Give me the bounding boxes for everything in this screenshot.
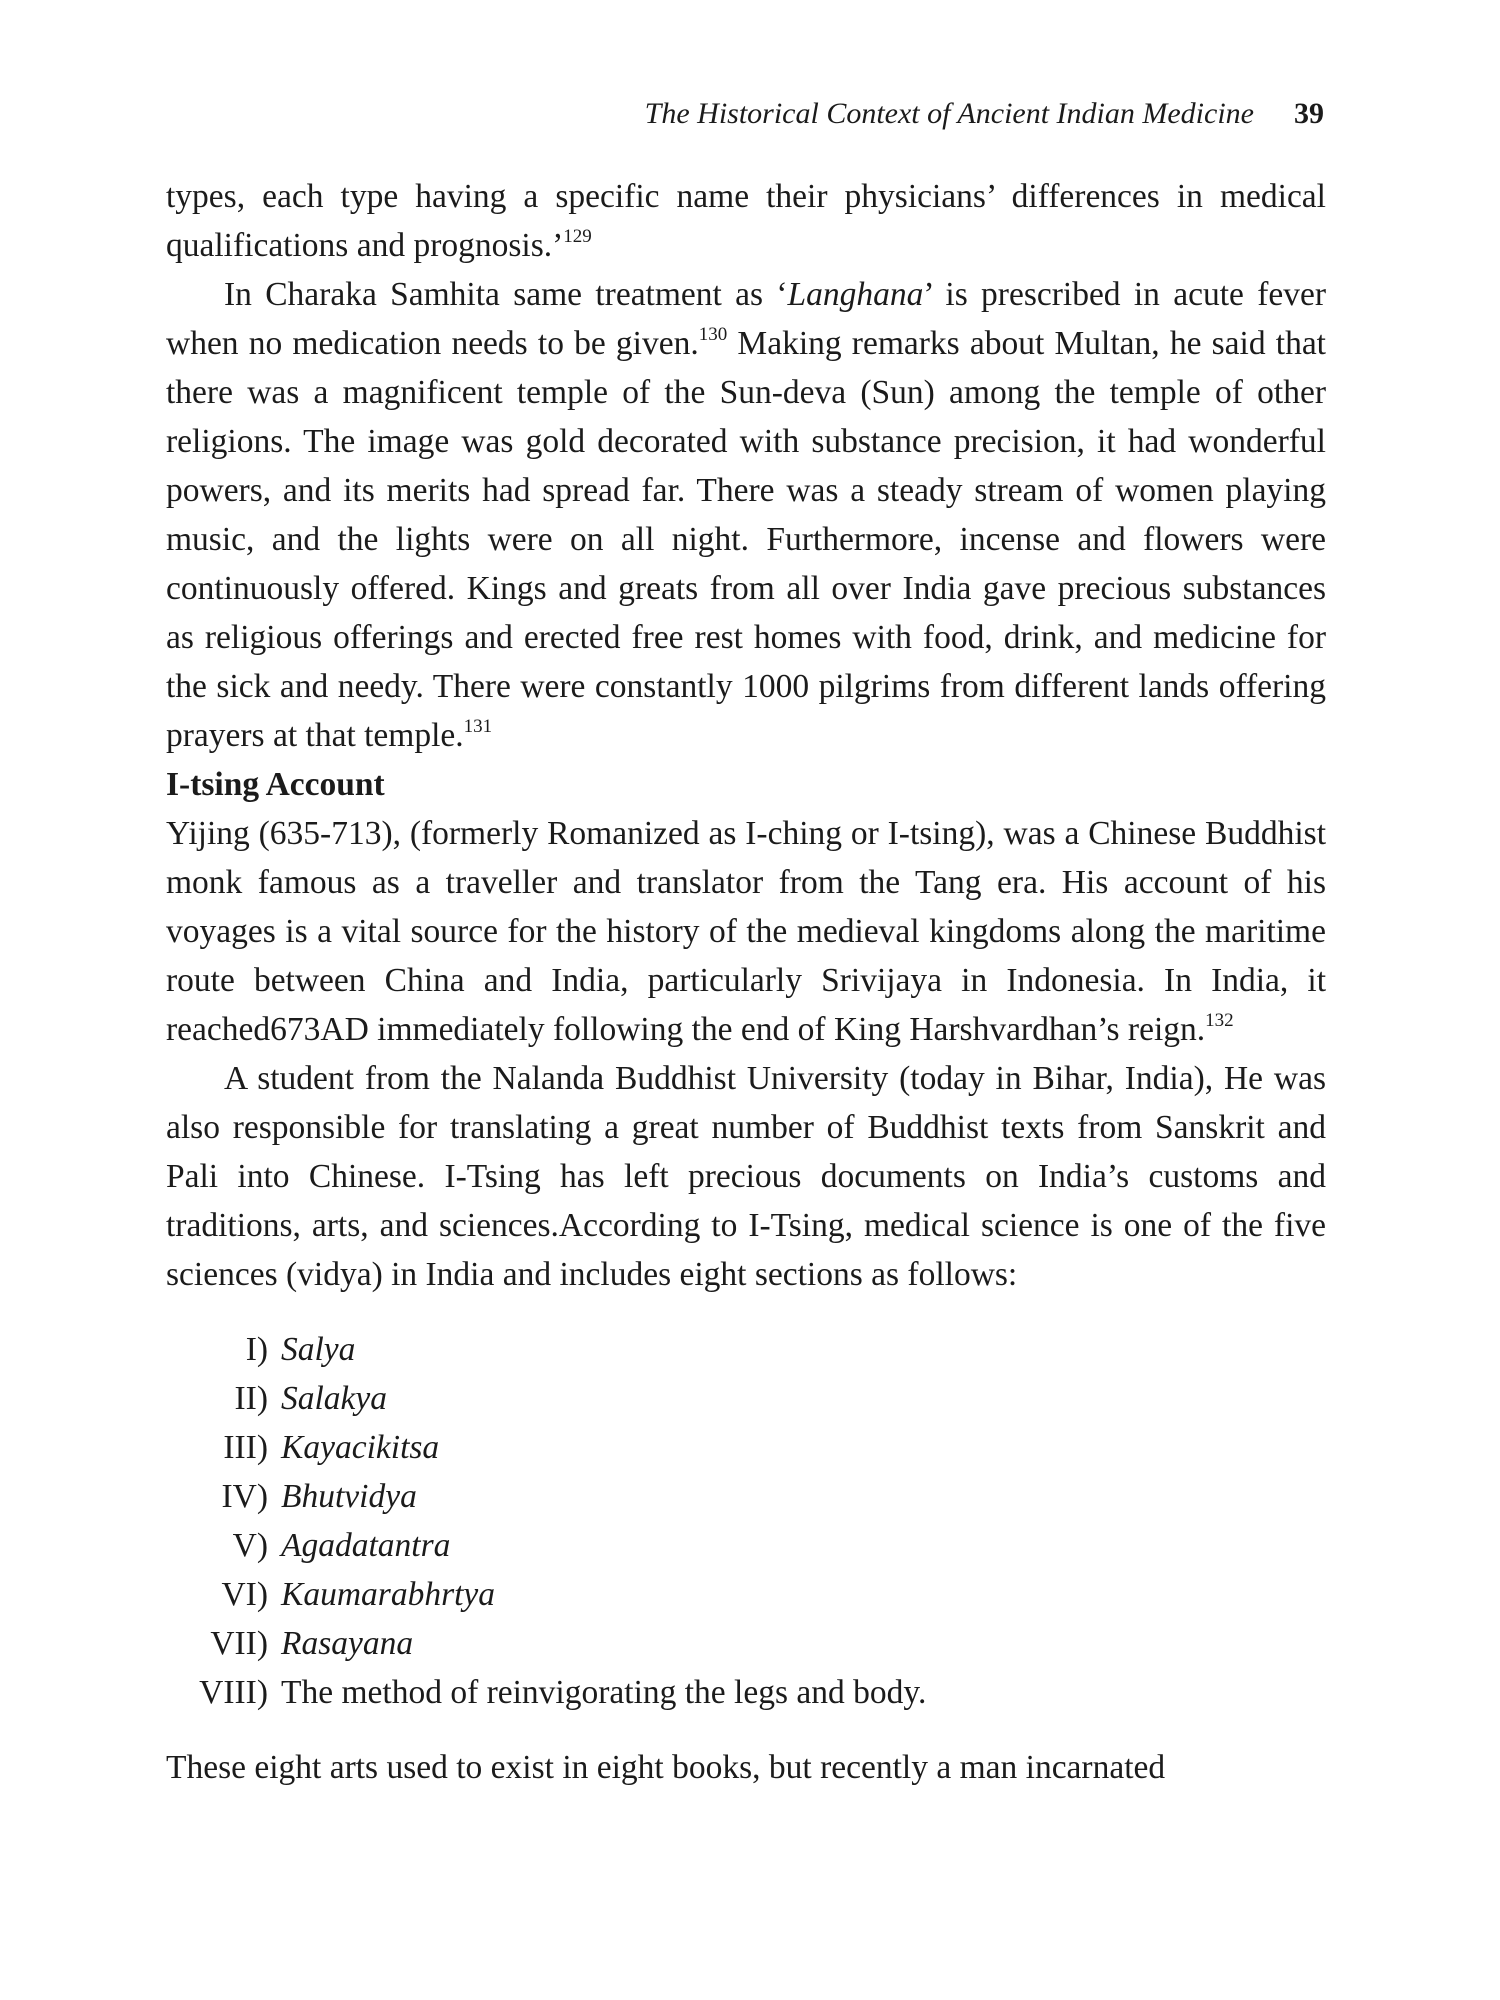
list-number: IV) — [221, 1478, 268, 1515]
list-number: I) — [245, 1331, 268, 1368]
list-item — [166, 1521, 1326, 1570]
list-number: III) — [223, 1429, 268, 1466]
section-heading: I-tsing Account — [166, 766, 385, 803]
footnote-ref: 131 — [463, 716, 493, 737]
paragraph — [166, 172, 1326, 270]
paragraph-text: In Charaka Samhita same treatment as ‘ — [224, 276, 788, 313]
list-item — [166, 1423, 1326, 1472]
list-number: VII) — [210, 1625, 268, 1662]
list-item — [166, 1472, 1326, 1521]
list-text: Kayacikitsa — [281, 1429, 440, 1466]
list-item — [166, 1668, 1326, 1717]
list-text: Kaumarabhrtya — [281, 1576, 496, 1613]
list-item — [166, 1570, 1326, 1619]
list-item — [166, 1325, 1326, 1374]
paragraph-text: Making remarks about Multan, he said that there was a magnificent temple of the Sun-deva (Sun) among the temple of other religions. The image was gold decorated with substance precision, it had wonderful powers, and its merits had spread far. There was a steady stream of women playing music, and the lights were on all night. Furthermore, incense and flowers were continuously offered. Kings and greats from all over India gave precious substances as religious offerings and erected free rest homes with food, drink, and medicine for the sick and needy. There were constantly 1000 pilgrims from different lands offering prayers at that temple. — [166, 325, 1326, 754]
list-text: Rasayana — [281, 1625, 414, 1662]
list-text: The method of reinvigorating the legs and body. — [281, 1674, 927, 1711]
sections-list — [166, 1325, 1326, 1717]
footnote-ref: 130 — [698, 324, 728, 345]
list-item — [166, 1374, 1326, 1423]
list-text: Salakya — [281, 1380, 388, 1417]
paragraph — [166, 809, 1326, 1054]
list-text: Salya — [281, 1331, 356, 1368]
page-number: 39 — [1294, 97, 1324, 130]
list-text: Agadatantra — [281, 1527, 451, 1564]
running-title: The Historical Context of Ancient Indian Medicine — [644, 97, 1254, 130]
paragraph-text: Yijing (635-713), (formerly Romanized as I-ching or I-tsing), was a Chinese Buddhist monk famous as a traveller and translator from the Tang era. His account of his voyages is a vital source for the history of the medieval kingdoms along the maritime route between China and India, particularly Srivijaya in Indonesia. In India, it reached673AD immediately following the end of King Harshvardhan’s reign. — [166, 815, 1326, 1048]
list-text: Bhutvidya — [281, 1478, 417, 1515]
list-number: V) — [232, 1527, 268, 1564]
paragraph: A student from the Nalanda Buddhist University (today in Bihar, India), He was also responsible for translating a great number of Buddhist texts from Sanskrit and Pali into Chinese. I-Tsing has left precious documents on India’s customs and traditions, arts, and sciences.According to I-Tsing, medical science is one of the five sciences (vidya) in India and includes eight sections as follows: — [166, 1060, 1326, 1293]
list-number: VI) — [221, 1576, 268, 1613]
paragraph-text: ’ is prescribed in acute fever when no medication needs to be given. — [166, 276, 1326, 362]
footnote-ref: 132 — [1205, 1010, 1234, 1031]
list-item — [166, 1619, 1326, 1668]
paragraph-text: types, each type having a specific name their physicians’ differences in medical qualifications and prognosis.’ — [166, 178, 1326, 264]
list-number: VIII) — [199, 1674, 268, 1711]
running-header — [0, 94, 1324, 134]
italic-term: Langhana — [787, 276, 924, 313]
list-number: II) — [234, 1380, 268, 1417]
paragraph — [166, 270, 1326, 760]
paragraph: These eight arts used to exist in eight books, but recently a man incarnated — [166, 1749, 1166, 1786]
footnote-ref: 129 — [563, 226, 592, 247]
page-body — [166, 172, 1326, 1792]
